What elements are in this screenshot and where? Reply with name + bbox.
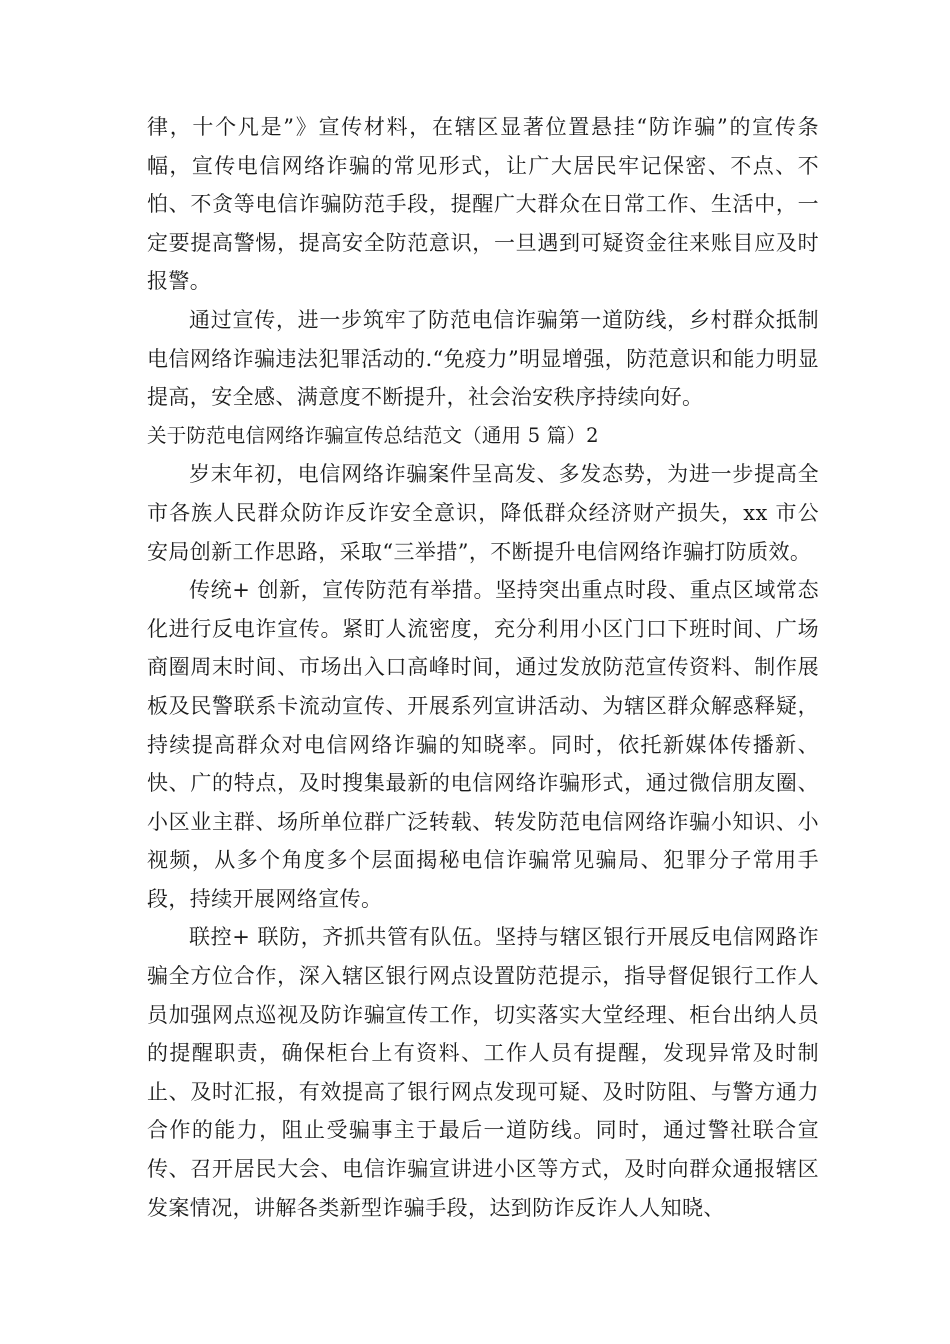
paragraph-1: 律，十个凡是”》宣传材料，在辖区显著位置悬挂“防诈骗”的宣传条幅，宣传电信网络诈骗的常见形式，让广大居民牢记保密、不点、不怕、不贪等电信诈骗防范手段，提醒广大群众在日常工作、生活中，一定要提高警惕，提高安全防范意识，一旦遇到可疑资金往来账目应及时报警。 — [147, 115, 819, 294]
paragraph-4: 传统+ 创新，宣传防范有举措。坚持突出重点时段、重点区域常态化进行反电诈宣传。紧盯人流密度，充分利用小区门口下班时间、广场商圈周末时间、市场出入口高峰时间，通过发放防范宣传资料、制作展板及民警联系卡流动宣传、开展系列宣讲活动、为辖区群众解惑释疑，持续提高群众对电信网络诈骗的知晓率。同时，依托新媒体传播新、快、广的特点，及时搜集最新的电信网络诈骗形式，通过微信朋友圈、小区业主群、场所单位群广泛转载、转发防范电信网络诈骗小知识、小视频，从多个角度多个层面揭秘电信诈骗常见骗局、犯罪分子常用手段，持续开展网络宣传。 — [147, 578, 819, 911]
document-body — [147, 108, 819, 1227]
section-title: 关于防范电信网络诈骗宣传总结范文（通用 5 篇）2 — [147, 423, 599, 447]
paragraph-3: 岁末年初，电信网络诈骗案件呈高发、多发态势，为进一步提高全市各族人民群众防诈反诈安全意识，降低群众经济财产损失，xx 市公安局创新工作思路，采取“三举措”，不断提升电信网络诈骗打防质效。 — [147, 462, 819, 564]
paragraph-2: 通过宣传，进一步筑牢了防范电信诈骗第一道防线，乡村群众抵制电信网络诈骗违法犯罪活动的.“免疫力”明显增强，防范意识和能力明显提高，安全感、满意度不断提升，社会治安秩序持续向好。 — [147, 307, 819, 410]
paragraph-5: 联控+ 联防，齐抓共管有队伍。坚持与辖区银行开展反电信网路诈骗全方位合作，深入辖区银行网点设置防范提示，指导督促银行工作人员加强网点巡视及防诈骗宣传工作，切实落实大堂经理、柜台出纳人员的提醒职责，确保柜台上有资料、工作人员有提醒，发现异常及时制止、及时汇报，有效提高了银行网点发现可疑、及时防阻、与警方通力合作的能力，阻止受骗事主于最后一道防线。同时，通过警社联合宣传、召开居民大会、电信诈骗宣讲进小区等方式，及时向群众通报辖区发案情况，讲解各类新型诈骗手段，达到防诈反诈人人知晓、 — [147, 925, 819, 1220]
